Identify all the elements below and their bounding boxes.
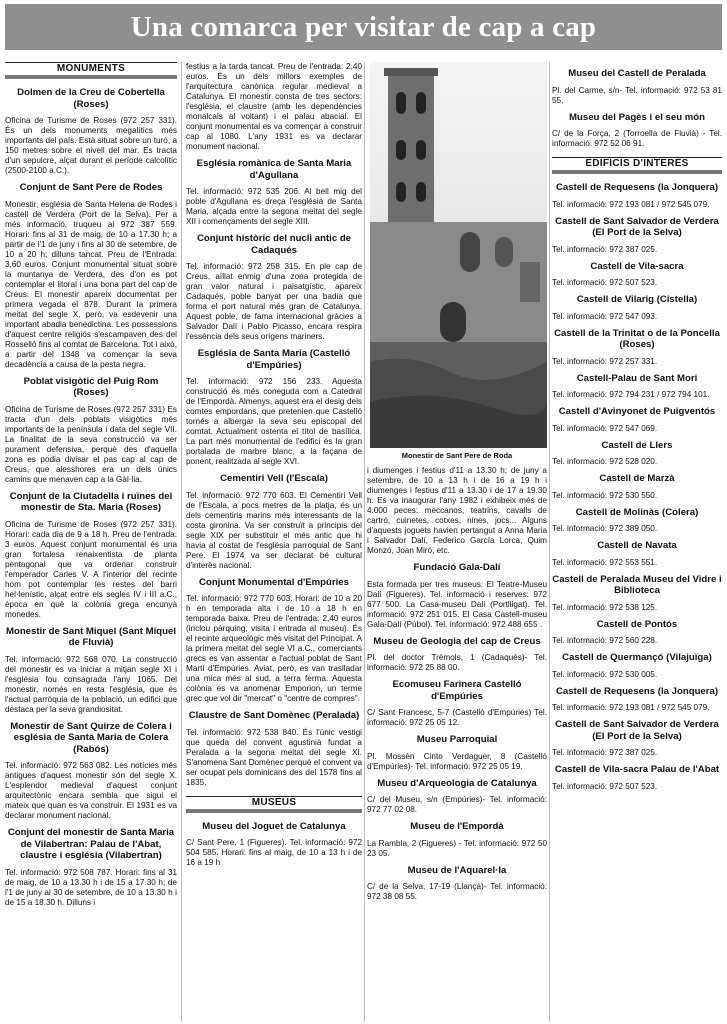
article-title: Castell de Marzà	[599, 473, 675, 484]
article-title: Dolmen de la Creu de Cobertella (Roses)	[17, 87, 165, 110]
article-title: Cementiri Vell (l'Escala)	[220, 473, 328, 484]
monastery-illustration	[370, 62, 547, 448]
article-body: Tel. informació: 972 553 551.	[552, 557, 658, 567]
article-title: Església de Santa Maria (Castelló d'Empúries)	[197, 348, 351, 371]
column-divider	[549, 62, 550, 1022]
article-body: C/ de la Força, 2 (Torroella de Fluvià) - Tel. informació: 972 52 06 91.	[552, 129, 722, 148]
article-body: Tel. informació: 972 547 069.	[552, 423, 658, 433]
article-body: Tel. informació: 972 568 070. La construcció del monestir es va iniciar a mitjan segle XI i l'església fou consagrada l'any 1065. Del monestir, només en resta l'església, que és l'actual parròquia de la població, un edifici que destaca per la seva grandiositat.	[5, 654, 177, 714]
monastery-photo	[370, 62, 547, 448]
article-body: C/ del Museu, s/n (Empúries)- Tel. informació: 972 77 02 08.	[367, 795, 547, 814]
column-museus-edificis	[552, 62, 722, 1022]
article-body: La Rambla, 2 (Figueres) - Tel. informació: 972 50 23 05.	[367, 838, 547, 858]
article-title: Museu d'Arqueologia de Catalunya	[377, 777, 537, 789]
photo-caption: Monestir de Sant Pere de Roda	[401, 451, 513, 460]
article-body: Tel. informació: 972 770 603. Horari: de 10 a 20 h en temporada alta i de 10 a 18 h en temporada baixa. Preu de l'entrada: 2,40 euros (inclou pàrquing, visita i entrada al museu). És el recinte arqueològic més visitat del Principat. A la primera meitat del segle VI a.C., comerciants grecs es van assentar a l'actual poblat de Sant Martí d'Empúries. Aviat, però, es van traslladar una mica més al sud, a terra ferma. Aquesta colònia es va anomenar Emporion, un terme grec que vol dir "mercat" o "centre de compres".	[186, 594, 362, 703]
article-title: Castell de Molinàs (Colera)	[575, 506, 699, 518]
article-body: Tel. informació: 972 507 523.	[552, 278, 658, 287]
article-title: Museu del Castell de Peralada	[568, 68, 706, 79]
article-body: C/ Sant Pere, 1 (Figueres). Tel. informació: 972 504 585. Horari: fins al maig, de 10 a 13 h i de 16 a 19 h	[186, 838, 362, 867]
article-body-continued: festius a la tarda tancat. Preu de l'entrada: 2,40 euros. És un dels millors exemples de l'arquitectura canònica regular medieval a Catalunya. El monestir consta de tres sectors: l'església, el claustre (amb les dependències monalcals al voltant) i el palau abacial. El conjunt monumental es va començar a construir cap al 1080. L'any 1931 es va declarar monument nacional.	[186, 62, 362, 151]
article-body: Pl. Mossèn Cinto Verdaguer, 8 (Castelló d'Empúries)- Tel. informació: 972 25 05 19.	[367, 751, 547, 771]
article-list	[552, 182, 722, 792]
article-body: Tel. informació: 972 193 081 / 972 545 079.	[552, 199, 710, 209]
article-title: Museu del Pagès i el seu món	[569, 111, 705, 123]
column-divider	[364, 62, 365, 1022]
article-body: Esta formada per tres museus: El Teatre-Museu Dalí (Figueres). Tel. informació i reserves: 972 677 500. La Casa-museu Dalí (Portlligat). Tel. informació: 972 251 015. El Casa Castell-museu Gala-Dalí (Púbol). Tel. informació: 972 488 655 .	[367, 579, 547, 629]
article-title: Castell de Sant Salvador de Verdera (El Port de la Selva)	[555, 215, 719, 238]
article-body: Tel. informació: 972 193 081 / 972 545 079.	[552, 703, 710, 712]
section-title-monuments: MONUMENTS	[5, 62, 177, 79]
article-body: Tel. informació: 972 507 523.	[552, 781, 658, 791]
article-title: Fundació Gala-Dalí	[413, 562, 501, 573]
article-body: Oficina de Turisme de Roses (972 257 331) Es tracta d'un dels poblats visigòtics més importants de la península i data del segle VII. La finalitat de la seva construcció va ser purament defensiva, perquè des d'aquella zona es podia divisar el pas cap al cap de Creus, que alesshores era un dels únics camins que menaven cap a la Gàl·lia.	[5, 404, 177, 484]
article-title: Conjunt del monestir de Santa Maria de Vilabertran: Palau de l'Abat, claustre i església (Vilabertran)	[7, 827, 175, 861]
article-title: Castell de Peralada Museu del Vidre i Biblioteca	[552, 573, 722, 596]
article-body: Tel. informació: 972 257 331.	[552, 356, 658, 366]
page-title: Una comarca per visitar de cap a cap	[5, 4, 722, 50]
article-title: Conjunt històric del nucli antic de Cadaqués	[196, 233, 352, 256]
article-title: Claustre de Sant Domènec (Peralada)	[188, 710, 360, 721]
article-title: Castell de Sant Salvador de Verdera (El Port de la Selva)	[555, 719, 719, 742]
article-body: C/ de la Selva, 17-19 (Llançà)- Tel. informació: 972 38 08 55.	[367, 882, 547, 901]
article-body: Tel. informació: 972 538 840. És l'únic vestigi que queda del convent agustinià fundat a Peralada a la segona meitat del segle XI. S'anomena Sant Domènec perquè el convent va ser ocupat pels dominicans des del 1578 fins al 1835.	[186, 727, 362, 787]
article-title: Castell de Navata	[597, 540, 677, 551]
article-title: Castell de Pontós	[596, 618, 678, 630]
article-title: Ecomuseu Farinera Castelló d'Empúries	[392, 679, 522, 702]
article-body: Pl. del doctor Trèmols, 1 (Cadaqués)- Tel. informació: 972 25 88 00.	[367, 653, 547, 672]
article-body: Tel. informació: 972 156 233. Aquesta construcció és més coneguda com a Catedral de l'Empordà. Almenys, aquest era el desig dels comtes empordans, que pretenien que Castelló tornés a albergar la seva seu episcopal del comtat. Actualment ostenta el títol de basílica. La part més monumental de l'edifici és la gran portalada de marbre blanc, a la façana de ponent, realitzada al segle XVI.	[186, 377, 362, 466]
article-body: Tel. informació: 972 560 228.	[552, 636, 658, 645]
article-title: Església romànica de Santa Maria d'Agullana	[196, 158, 352, 181]
article-body: Monestir, església de Santa Helena de Rodes i castell de Verdera (Port de la Selva). Per a més informació, truqueu al 972 387 559. Horari: fins al 31 de maig, de 10 a 17.30 h; a partir de l'1 de juny i fins al 30 de setembre, de 10 a 20 h; dilluns tancat. Preu de l'Entrada: 3,60 euros. Conjunt monumental situat sobre la muntanya de Verdera, des d'on es pot contemplar el litoral i una bona part del cap de Creus. El monestir apareix documentat per primera vegada el 878. Durant la primera meitat del segle X, però, va esdevenir una important abadia benedictina. Les possessions d'aquest centre religiós s'escampaven des del Rosselló fins al comtat de Barcelona. Tot i això, a partir del 1348 va començar la seva decadència a causa de la pesta negra.	[5, 199, 177, 369]
article-body: Tel. informació: 972 258 315. En ple cap de Creus, aïllat enmig d'una zona protegida de gran valor natural i paisatgístic, apareix Cadaqués, poble banyat per una badia que forma el port natural més gran de Catalunya. Aquest poble, de fama internacional gràcies a Salvador Dalí i Pablo Picasso, encara respira l'essència dels seus orígens mariners.	[186, 262, 362, 341]
article-list	[5, 87, 177, 908]
article-body: Tel. informació: 972 508 787. Horari: fins al 31 de maig, de 10 a 13.30 h i de 15 a 17.30 h; de l'1 de juny al 30 de setembre, de 10 a 13.30 h i de 15 a 18.30 h. Dilluns i	[5, 867, 177, 907]
column-divider	[181, 62, 182, 1022]
article-title: Castell d'Avinyonet de Puigventós	[558, 406, 716, 417]
article-title: Castell de Requesens (la Jonquera)	[555, 685, 719, 697]
article-body: Tel. informació: 972 387 025.	[552, 748, 658, 757]
article-title: Castell de la Trinitat o de la Poncella (Roses)	[554, 327, 720, 350]
column-monuments-1	[5, 62, 177, 1022]
article-body: C/ Sant Francesc, 5-7 (Castelló d'Empúries) Tel. informació: 972 25 05 12.	[367, 708, 547, 727]
article-title: Conjunt de Sant Pere de Rodes	[19, 182, 163, 193]
article-title: Monestir de Sant Miquel (Sant Miquel de Fluvià)	[5, 625, 177, 648]
section-title-museus: MUSEUS	[186, 796, 362, 813]
article-title: Castell de Vila-sacra	[590, 260, 684, 272]
article-body: Tel. informació: 972 530 005.	[552, 669, 658, 679]
article-body: Tel. informació: 972 528 020.	[552, 457, 658, 466]
article-body: Tel. informació: 972 387 025.	[552, 244, 658, 254]
article-title: Museu de Geologia del cap de Creus	[373, 635, 541, 647]
article-body: Tel. informació: 972 770 603. El Cementiri Vell de l'Escala, a pocs metres de la platja, és un dels cementiris marins més interessants de la costa gironina. Va ser construït a principis del segle XIX per substituir el més antic que hi havia al costat de l'església parroquial de Sant Pere. El 1974 va ser declarat bé cultural d'interès nacional.	[186, 490, 362, 570]
article-title: Museu del Joguet de Catalunya	[202, 820, 346, 832]
article-title: Conjunt Monumental d'Empúries	[199, 576, 349, 588]
article-title: Conjunt de la Ciutadella i ruïnes del monestir de Sta. Maria (Roses)	[9, 490, 173, 513]
article-title: Museu de l'Aquarel·la	[407, 864, 507, 876]
section-title-edificis: EDIFICIS D'INTERÈS	[552, 157, 722, 174]
article-list	[186, 158, 362, 788]
article-title: Castell de Quermançó (Vilajuïga)	[562, 652, 712, 663]
article-title: Castell de Requesens (la Jonquera)	[555, 182, 719, 193]
article-body: Oficina de Turisme de Roses (972 257 331). És un dels monuments megalítics més importants del país. Està situat sobre un turó, a 150 metres sobre el nivell del mar. Es tracta d'un sepulcre, alçat durant el període calcolític (2500-2100 a.C.).	[5, 116, 177, 175]
article-body: Oficina de Turisme de Roses (972 257 331). Horari: cada dia de 9 a 18 h. Preu de l'entrada: 3 euros. Aquest conjunt monumental és una gran fortalesa renaixentista de planta pentagonal que va ordenar construir l'emperador Carles V. A l'interior del recinte hom pot contemplar les restes del barri hel·lenístic, alçat entre els segles IV i III a.C., època en què la colònia grega encunyà monedes.	[5, 519, 177, 619]
article-body: Tel. informació: 972 547 093.	[552, 311, 658, 321]
article-body: Tel. informació: 972 538 125.	[552, 602, 658, 612]
article-body: Tel. informació: 972 563 082. Les notícies més antigues d'aquest monestir són del segle X. L'esplendor medieval d'aquest conjunt arquitectònic encara sembla que sigui el mateix que quan es va construir. El 1931 es va declarar monument nacional.	[5, 761, 177, 820]
article-title: Museu Parroquial	[416, 734, 498, 745]
article-body: Tel. informació: 972 794 231 / 972 794 101.	[552, 390, 710, 399]
article-title: Castell de Vilarig (Cistella)	[576, 294, 698, 305]
article-body: Tel. informació: 972 389 050.	[552, 524, 658, 533]
column-monuments-2	[186, 62, 362, 1022]
article-body-continued: i diumenges i festius d'11 a 13.30 h; de juny a setembre, de 10 a 13 h i de 16 a 19 h i diumenges i festius d'11 a 13.30 i de 17 a 19.30 h. Es va inaugurar l'any 1982 i exhibeix més de 4.000 peces: meccanos, teatrins, cavalls de cartró, cuinetes, cotxes, nines, jocs... Alguns d'aquests joguets havien pertangut a Anna Maria i Salvador Dalí, Federico García Lorca, Quim Monzó, Joan Miró, etc.	[367, 466, 547, 555]
article-title: Monestir de Sant Quirze de Colera i església de Santa Maria de Colera (Rabós)	[10, 720, 172, 755]
article-title: Castell-Palau de Sant Mori	[576, 372, 698, 384]
article-title: Poblat visigòtic del Puig Rom (Roses)	[23, 375, 159, 398]
column-museus	[367, 456, 547, 1022]
article-body: Pl. del Carme, s/n- Tel. informació: 972 53 81 55.	[552, 85, 722, 105]
article-body: Tel. informació: 972 535 206. Al bell mig del poble d'Agullana es dreça l'església de Santa Maria, alçada entre la segona meitat del segle XII i començaments del segle XIII.	[186, 187, 362, 226]
article-list	[552, 68, 722, 149]
article-list	[367, 562, 547, 902]
article-title: Castell de Vila-sacra Palau de l'Abat	[554, 764, 720, 775]
article-title: Museu de l'Empordà	[410, 821, 504, 832]
article-title: Castell de Llers	[601, 439, 673, 451]
article-body: Tel. informació: 972 530 550.	[552, 490, 658, 500]
